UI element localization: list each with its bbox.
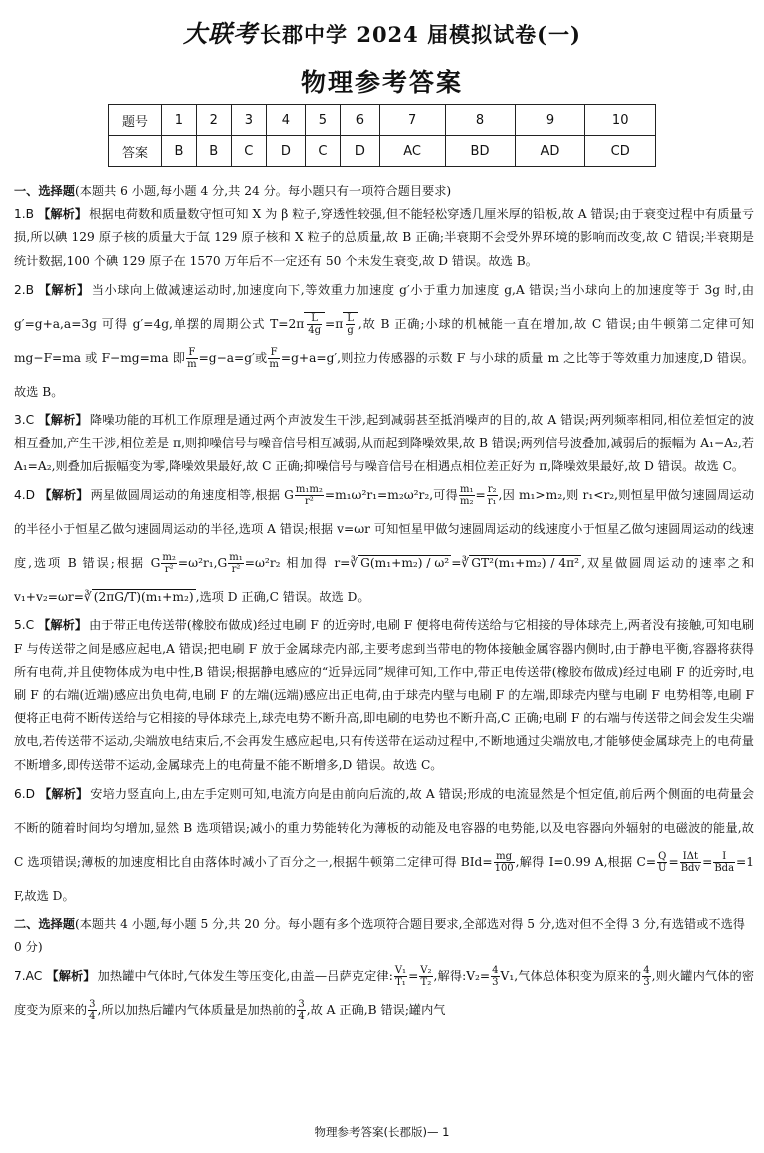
- q4-text-1: 两星做圆周运动的角速度相等,根据 G: [90, 488, 294, 503]
- answer-cell: D: [341, 136, 380, 167]
- solution-q2: [14, 273, 754, 409]
- denominator: 4: [89, 1011, 96, 1023]
- answer-key-table: [108, 104, 656, 167]
- fraction: [494, 851, 515, 874]
- denominator: m₂: [460, 496, 474, 508]
- solution-q1: [14, 203, 754, 273]
- q4-text-7: =: [451, 556, 462, 571]
- q2-text-5: =g+a=g′,则拉力传感器的示数 F 与小球的质量 m 之比等于等效重力加速度,D 错误。故选 B。: [14, 350, 754, 399]
- denominator: r₁: [487, 496, 497, 508]
- q3-number: 3.C: [14, 412, 35, 427]
- denominator: m: [187, 358, 197, 370]
- fraction: [487, 484, 498, 507]
- denominator: r²: [231, 564, 241, 576]
- answer-cell: C: [305, 136, 340, 167]
- q3-text: 降噪功能的耳机工作原理是通过两个声波发生干涉,起到减弱甚至抵消噪声的目的,故 A 错误;两列频率相同,相位差恒定的波相互叠加,产生干涉,相位差是 π,则抑噪信号与噪音信号相互减弱,从而起到降噪效果,故 B 错误;两列信号波叠加,减弱后的振幅为 A₁−A₂,若 A₁=A₂,则叠加后振幅变为零,降噪效果最好,故 C 正确;抑噪信号与噪音信号在相遇点相位差正好为 π,降噪效果最好,故 D 错误。故选 C。: [14, 412, 755, 474]
- answer-cell: CD: [585, 136, 656, 167]
- numerator: m₁: [460, 484, 474, 496]
- denominator: Bdv: [680, 862, 701, 874]
- denominator: 3: [492, 977, 499, 989]
- numerator: F: [268, 347, 279, 359]
- solution-q6: [14, 777, 754, 913]
- fraction: [346, 313, 355, 336]
- number-cell: 5: [305, 105, 340, 136]
- q7-text-1: 加热罐中气体时,气体发生等压变化,由盖—吕萨克定律:: [97, 969, 393, 984]
- number-cell: 6: [341, 105, 380, 136]
- q7-text-4: V₁,气体总体积变为原来的: [500, 969, 642, 984]
- q1-number: 1.B: [14, 207, 34, 222]
- number-cell: 7: [379, 105, 445, 136]
- q6-number: 6.D: [14, 786, 36, 801]
- q6-text-1: 安培力竖直向上,由左手定则可知,电流方向是由前向后流的,故 A 错误;形成的电流显然是个恒定值,前后两个侧面的电荷量会不断的随着时间均匀增加,显然 B 选项错误;减小的重力势能转化为薄板的动能及电容器的电势能,以及电容器向外辐射的电磁波的能量,故 C 选项错误;薄板的加速度相比自由落体时减小了百分之一,根据牛顿第二定律可得 BId=: [14, 786, 755, 869]
- denominator: T₁: [395, 977, 406, 989]
- sqrt-expression: [343, 312, 358, 336]
- q5-number: 5.C: [14, 618, 35, 633]
- numerator: 3: [298, 999, 305, 1011]
- section-1-heading: [14, 180, 754, 203]
- solution-q4: 4.D 【解析】 两星做圆周运动的角速度相等,根据 G $\frac{\text{m₁m₂}}{\text{r²}}$ =m₁ω²r₁=m₂ω²r₂,可得 $\frac{\text{m₁}}{\text{m₂}}$ = $\frac{\text{r₂}}{\text{r₁}}$ ,因 m₁>m₂,则 r₁<r₂,则恒星甲做匀速圆周运动的半径小于恒星乙做匀速圆周运动的半径,选项 A 错误;根据 v=ωr 可知恒星甲做匀速圆周运动的线速度小于恒星乙做匀速圆周运动的线速度,选项 B 错误;根据 G $\frac{\text{m₂}}{\text{r²}}$ =ω²r₁,G $\frac{\text{m₁}}{\text{r²}}$ =ω²r₂ 相加得 r=∛ G(m₁+m₂) / ω² =∛ GT²(m₁+m₂) / 4π² ,双星做圆周运动的速率之和 v₁+v₂=ωr=∛ (2πG/T)(m₁+m₂) ,选项 D 正确,C 错误。故选 D。: [14, 484, 755, 605]
- fraction: [642, 965, 650, 988]
- numerator: F: [186, 347, 197, 359]
- q7-number: 7.AC: [14, 969, 43, 984]
- q2-number: 2.B: [14, 282, 34, 297]
- analysis-tag: 【解析】: [39, 488, 89, 503]
- exam-title-line: [0, 14, 764, 49]
- solution-q3: [14, 409, 754, 479]
- q6-text-4: =: [702, 854, 713, 869]
- q4-text-6: =ω²r₂ 相加得 r=: [244, 556, 351, 571]
- numerator: m₁m₂: [295, 484, 323, 496]
- q1-text: 根据电荷数和质量数守恒可知 X 为 β 粒子,穿透性较强,但不能轻松穿透几厘米厚的铅板,故 A 错误;由于衰变过程中有质量亏损,所以碘 129 原子核的质量大于氙 129 原子核和 X 粒子的总质量,故 B 正确;半衰期不会受外界环境的影响而改变,故 C 错误;半衰期是统计数据,100 个碘 129 原子在 1570 万年后不一定还有 50 个未发生衰变,故 D 错误。故选 B。: [14, 207, 755, 268]
- denominator: r²: [164, 564, 174, 576]
- q6-text-3: =: [668, 854, 679, 869]
- answer-cell: C: [231, 136, 266, 167]
- brand-logo-text: 大联考: [183, 19, 259, 48]
- numerator: r₂: [487, 484, 497, 496]
- analysis-tag: 【解析】: [38, 207, 88, 222]
- section-1-title: 一、选择题: [14, 184, 75, 198]
- answer-cell: B: [196, 136, 231, 167]
- number-cell: 8: [445, 105, 515, 136]
- analysis-tag: 【解析】: [38, 412, 88, 427]
- analysis-tag: 【解析】: [38, 618, 88, 633]
- q2-text-4: =g−a=g′或: [198, 350, 268, 365]
- q2-text-1: 当小球向上做减速运动时,加速度向下,等效重力加速度 g′小于重力加速度 g,A 错误;当小球向上的加速度等于 3g 时,由 g′=g+a,a=3g 可得 g′=4g,单摆的周期公式 T=2π: [14, 282, 755, 331]
- section-1-rule: (本题共 6 小题,每小题 4 分,共 24 分。每小题只有一项符合题目要求): [74, 184, 452, 198]
- denominator: T₂: [420, 977, 432, 989]
- section-2-heading: [14, 913, 754, 959]
- cube-root-expression: (2πG/T)(m₁+m₂): [93, 590, 194, 605]
- numerator: Q: [658, 850, 667, 862]
- numerator: mg: [494, 851, 515, 863]
- number-cell: 1: [162, 105, 197, 136]
- solution-q5: [14, 614, 754, 776]
- denominator: 4g: [308, 324, 321, 336]
- numerator: I: [713, 851, 735, 863]
- section-2-title: 二、选择题: [14, 916, 75, 931]
- question-number-row: [109, 105, 656, 136]
- page-footer: 物理参考答案(长郡版)— 1: [314, 1125, 450, 1139]
- denominator: 4: [298, 1011, 305, 1023]
- q4-text-5: =ω²r₁,G: [177, 556, 228, 571]
- q7-text-2: =: [408, 969, 419, 984]
- number-cell: 9: [515, 105, 585, 136]
- numerator: 4: [492, 965, 499, 977]
- answer-cell: BD: [445, 136, 515, 167]
- denominator: m: [269, 358, 279, 370]
- fraction: [307, 313, 322, 336]
- denominator: g: [347, 324, 354, 336]
- analysis-tag: 【解析】: [38, 282, 90, 297]
- fraction: [713, 851, 735, 874]
- fraction: [268, 347, 279, 370]
- answer-cell: B: [162, 136, 197, 167]
- analysis-tag: 【解析】: [39, 786, 89, 801]
- solution-q7: [14, 959, 754, 1027]
- denominator: 3: [643, 977, 650, 989]
- numerator: 4: [643, 965, 650, 977]
- q6-text-5: =1 F,故选 D。: [14, 854, 755, 903]
- q4-text-2: =m₁ω²r₁=m₂ω²r₂,可得: [324, 488, 459, 503]
- q4-text-3: =: [475, 488, 486, 503]
- denominator: U: [658, 862, 667, 874]
- fraction: [295, 484, 324, 507]
- exam-title: 长郡中学 2024 届模拟试卷(一): [260, 22, 581, 47]
- number-cell: 3: [231, 105, 266, 136]
- section-2-rule: (本题共 4 小题,每小题 5 分,共 20 分。每小题有多个选项符合题目要求,全部选对得 5 分,选对但不全得 3 分,有选错或不选得 0 分): [14, 916, 745, 955]
- fraction: [88, 999, 96, 1022]
- denominator: r²: [304, 496, 314, 508]
- cube-root-expression: G(m₁+m₂) / ω²: [360, 556, 450, 571]
- q5-text: 由于带正电传送带(橡胶布做成)经过电刷 F 的近旁时,电刷 F 便将电荷传送给与它相接的导体球壳上,两者没有接触,可知电刷 F 与传送带之间是感应起电,A 错误;把电刷 F 放于金属球壳内部,主要考虑到当带电的物体接触金属容器内侧时,由于静电平衡,容器将获得所有电荷,并且使物体成为电中性,B 错误;根据静电感应的“近异远同”规律可知,工作中,带正电传送带(橡胶布做成)经过电刷 F 的近旁时,电刷 F 的右端(近端)感应出负电荷,电刷 F 的左端(远端)感应出正电荷,由于球壳内壁与电刷 F 的左端,即球壳内壁与电刷 F 电势相等,电刷 F 便将正电荷不断传送给与它相接的导体球壳上,球壳电势不断升高,即电刷的电势也不断升高,C 正确;电刷 F 的右端与传送带之间会发生尖端放电,若传送带不运动,尖端放电结束后,不会再发生感应起电,只有传送带在运动过程中,不断地通过尖端放电,才能够使金属球壳上的电荷量不断增多,即传送带不运动,金属球壳上的电荷量不能不断增多,D 错误。故选 C。: [14, 618, 755, 772]
- page-header: [0, 14, 764, 99]
- solutions-body: [14, 180, 754, 1027]
- q4-text-9: ,选项 D 正确,C 错误。故选 D。: [195, 590, 370, 605]
- fraction: [297, 999, 305, 1022]
- fraction: [459, 484, 475, 507]
- answer-cell: AC: [379, 136, 445, 167]
- q4-text-8: ,双星做圆周运动的速率之和 v₁+v₂=ωr=: [14, 556, 755, 605]
- numerator: V₂: [420, 965, 432, 977]
- numerator: m₂: [162, 552, 176, 564]
- fraction: [657, 851, 667, 874]
- fraction: [680, 851, 701, 874]
- row-label-number: 题号: [109, 105, 162, 136]
- denominator: 100: [494, 862, 514, 874]
- answer-cell: AD: [515, 136, 585, 167]
- sqrt-expression: [304, 312, 325, 336]
- number-cell: 2: [196, 105, 231, 136]
- q7-text-6: ,所以加热后罐内气体质量是加热前的: [97, 1003, 297, 1018]
- numerator: m₁: [229, 552, 243, 564]
- fraction: [228, 552, 244, 575]
- q6-text-2: ,解得 I=0.99 A,根据 C=: [515, 854, 657, 869]
- numerator: L: [307, 313, 322, 325]
- fraction: [419, 965, 432, 988]
- q4-number: 4.D: [14, 488, 36, 503]
- q7-text-3: ,解得:V₂=: [433, 969, 491, 984]
- answer-cell: D: [267, 136, 306, 167]
- fraction: [394, 965, 407, 988]
- analysis-tag: 【解析】: [46, 969, 96, 984]
- row-label-answer: 答案: [109, 136, 162, 167]
- numerator: V₁: [394, 965, 407, 977]
- answer-row: [109, 136, 656, 167]
- fraction: [161, 552, 177, 575]
- q2-text-3: ,故 B 正确;小球的机械能一直在增加,故 C 错误;由牛顿第二定律可知 mg−F=ma 或 F−mg=ma 即: [14, 316, 755, 365]
- q7-text-7: ,故 A 正确,B 错误;罐内气: [306, 1003, 446, 1018]
- q2-text-2: =π: [325, 316, 344, 331]
- q7-text-5: ,则火罐内气体的密度变为原来的: [14, 969, 755, 1018]
- denominator: Bda: [714, 862, 735, 874]
- numerator: 3: [89, 999, 96, 1011]
- fraction: [491, 965, 499, 988]
- cube-root-expression: GT²(m₁+m₂) / 4π²: [471, 556, 580, 571]
- number-cell: 4: [267, 105, 306, 136]
- number-cell: 10: [585, 105, 656, 136]
- fraction: [186, 347, 197, 370]
- document-title: 物理参考答案: [300, 68, 463, 97]
- numerator: L: [347, 312, 354, 324]
- q4-text-4: ,因 m₁>m₂,则 r₁<r₂,则恒星甲做匀速圆周运动的半径小于恒星乙做匀速圆周运动的半径,选项 A 错误;根据 v=ωr 可知恒星甲做匀速圆周运动的线速度小于恒星乙做匀速圆周运动的线速度,选项 B 错误;根据 G: [14, 488, 755, 571]
- numerator: IΔt: [680, 851, 701, 863]
